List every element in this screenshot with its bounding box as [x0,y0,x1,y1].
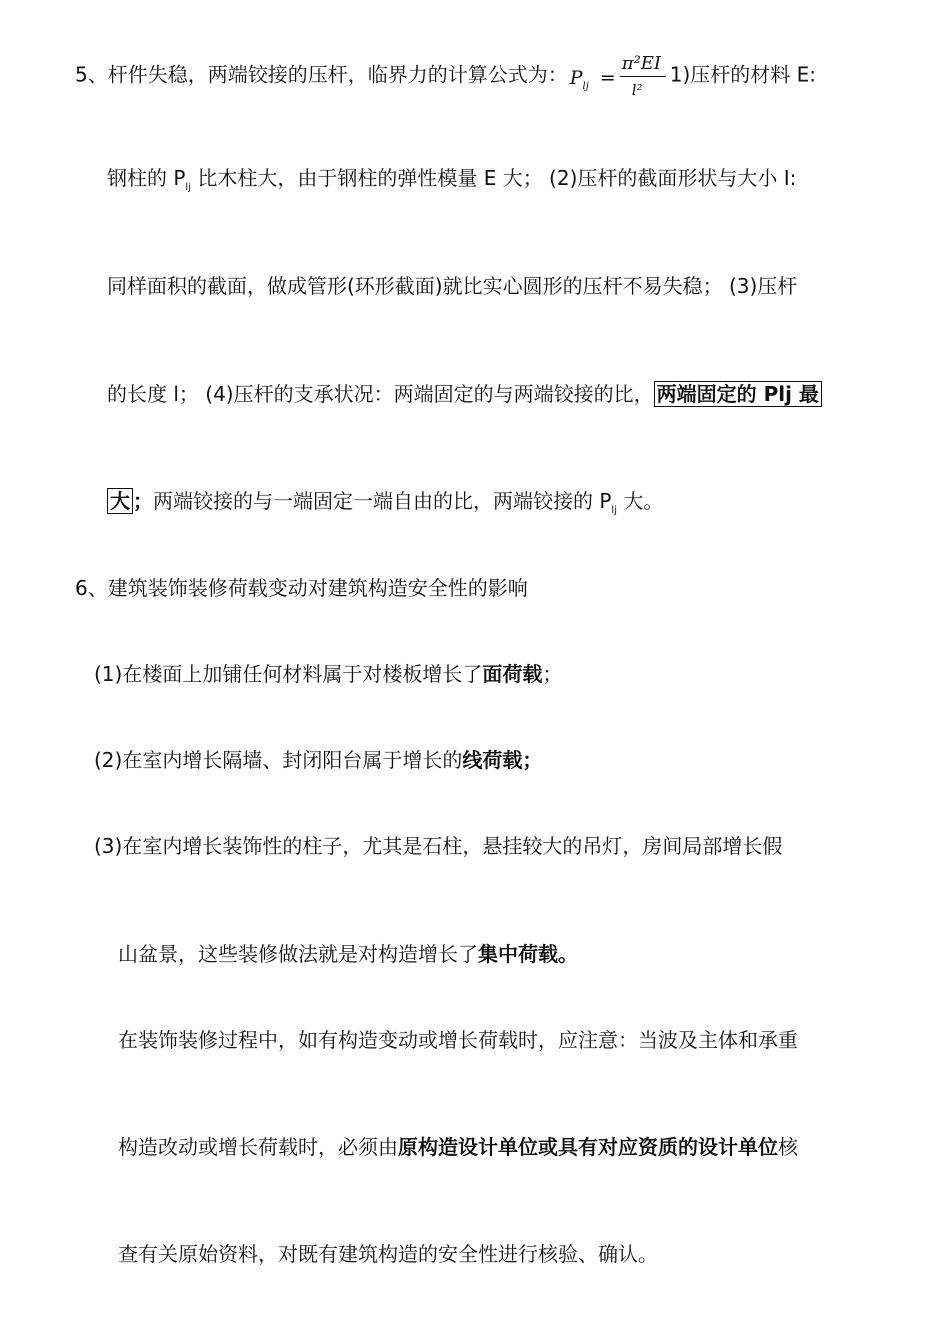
section6-item3-line2-normal: 山盆景，这些装修做法就是对构造增长了 [118,942,478,966]
section6-item2-normal: (2)在室内增长隔墙、封闭阳台属于增长的 [94,748,463,772]
section6-note-line2 [118,1133,798,1161]
section6-note-line2-end: 核 [778,1135,798,1159]
section6-note-line2-normal: 构造改动或增长荷载时，必须由 [118,1135,398,1159]
section5-line2-sub: lj [185,182,191,193]
section6-item1 [94,660,562,688]
section5-line5-sub: lj [611,505,617,516]
formula-eq: = [599,67,616,89]
section6-note-line1: 在装饰装修过程中，如有构造变动或增长荷载时，应注意：当波及主体和承重 [118,1028,798,1052]
section5-line2 [107,164,796,202]
section6-item3-line1: (3)在室内增长装饰性的柱子，尤其是石柱，悬挂较大的吊灯，房间局部增长假 [94,834,783,858]
section5-line3: 同样面积的截面，做成管形(环形截面)就比实心圆形的压杆不易失稳； (3)压杆 [107,274,798,298]
section5-line1-suffix: 1)压杆的材料 E: [669,62,816,87]
section5-line1 [75,53,816,99]
formula-fraction-bar [620,76,666,77]
formula-numerator: π²EI [621,53,662,74]
section5-line2-b: 比木柱大，由于钢柱的弹性模量 E 大； (2)压杆的截面形状与大小 I: [190,166,797,190]
section6-item2-bold: 线荷载； [462,748,543,772]
section6-note-line3: 查有关原始资料，对既有建筑构造的安全性进行核验、确认。 [118,1242,658,1266]
section5-line5-bold: ； [133,489,153,513]
section5-line2-a: 钢柱的 P [107,166,186,190]
section5-line5-b: 大。 [616,489,664,513]
critical-force-formula [569,53,668,99]
section6-title: 6、建筑装饰装修荷载变动对建筑构造安全性的影响 [75,576,528,600]
section5-line5 [107,487,663,525]
section5-line4 [107,380,822,408]
section5-line1-prefix: 5、杆件失稳，两端铰接的压杆，临界力的计算公式为： [75,62,568,87]
section6-item1-bold: 面荷载 [482,662,543,686]
formula-lhs-sub: lj [582,80,589,92]
formula-denominator: l² [631,81,643,99]
section6-item3-line2-bold: 集中荷载。 [478,942,578,966]
section6-item1-end: ； [542,662,563,686]
section6-item1-normal: (1)在楼面上加铺任何材料属于对楼板增长了 [94,662,483,686]
section5-line5-a: 两端铰接的与一端固定一端自由的比，两端铰接的 P [153,489,612,513]
section5-line4-normal: 的长度 l； (4)压杆的支承状况：两端固定的与两端铰接的比， [107,382,654,406]
section6-item2 [94,746,542,774]
formula-lhs: P [569,67,583,89]
section6-note-line2-bold: 原构造设计单位或具有对应资质的设计单位 [398,1135,778,1159]
section5-line5-boxed: 大 [107,488,133,514]
section5-line4-boxed: 两端固定的 Plj 最 [654,381,822,407]
section6-item3-line2 [118,940,578,968]
